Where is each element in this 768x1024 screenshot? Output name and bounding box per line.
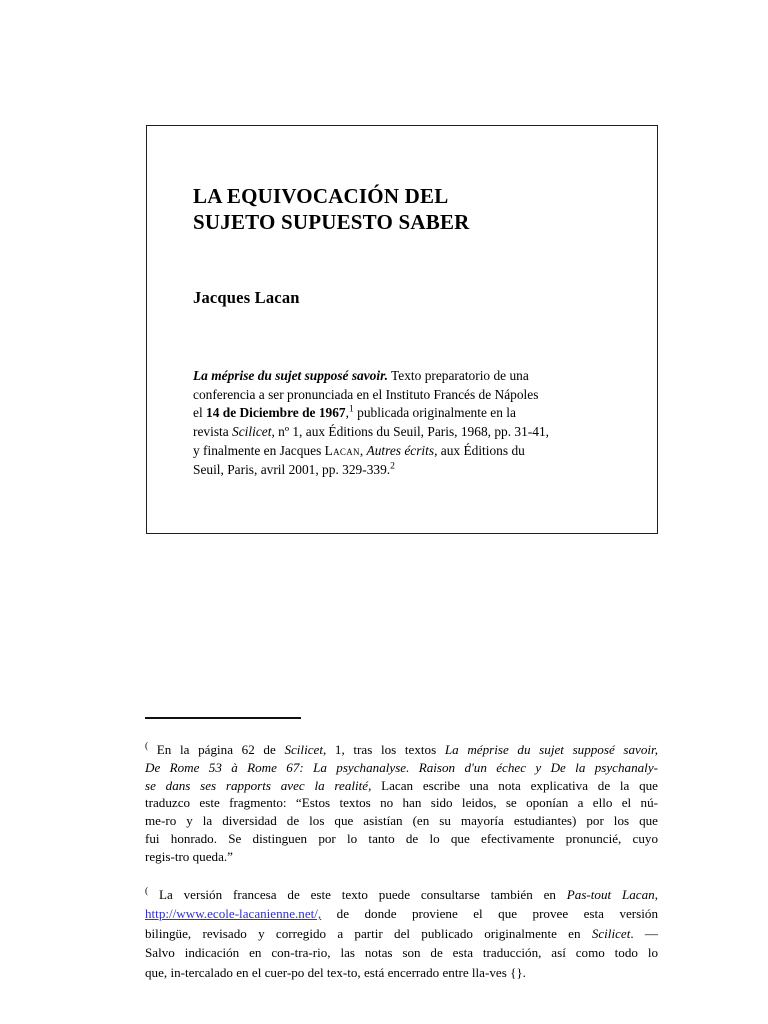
footnote-divider: [145, 717, 301, 719]
text-line: [145, 830, 658, 848]
text-segment: La versión francesa de este texto puede consultarse también en: [148, 887, 567, 902]
url-link[interactable]: http://www.ecole-lacanienne.net/,: [145, 906, 322, 922]
text-line: [193, 404, 643, 423]
text-line: [145, 794, 658, 812]
text-line: [145, 759, 658, 777]
text-line: [193, 423, 643, 442]
text-segment: Scilicet: [232, 424, 272, 440]
text-line: [145, 885, 658, 904]
title-box: [146, 125, 658, 534]
text-line: [145, 777, 658, 795]
text-segment: 14 de Diciembre de 1967: [206, 405, 346, 421]
text-segment: de donde proviene el que provee esta versión: [321, 906, 658, 922]
text-segment: , 1, tras los textos: [322, 742, 445, 757]
text-segment: ,: [654, 887, 658, 902]
text-segment: De Rome 53 à Rome 67: La psychanalyse. Raison d'un échec y De la psychanaly-: [145, 759, 658, 775]
text-segment: , aux Éditions du: [434, 442, 525, 458]
author-name: Jacques Lacan: [193, 288, 300, 307]
text-line: [193, 461, 643, 480]
text-segment: y finalmente en Jacques: [193, 442, 325, 458]
title-line-1: LA EQUIVOCACIÓN DEL: [193, 184, 449, 208]
text-segment: (: [145, 886, 149, 897]
text-segment: fui honrado. Se distinguen por lo tanto de lo que efectivamente pronuncié, cuyo: [145, 830, 658, 846]
text-segment: Pas-tout Lacan: [566, 887, 655, 902]
footnote-1: [145, 741, 658, 866]
text-segment: Texto preparatorio de una: [387, 368, 529, 383]
text-segment: Scilicet: [591, 925, 631, 941]
text-segment: La méprise du sujet supposé savoir,: [444, 742, 658, 757]
text-segment: publicada originalmente en la: [353, 405, 516, 421]
text-segment: Seuil, Paris, avril 2001, pp. 329-339.: [193, 461, 391, 477]
text-segment: Salvo indicación en con-tra-rio, las notas son de esta traducción, así como todo lo: [145, 945, 658, 961]
text-segment: conferencia a ser pronunciada en el Instituto Francés de Nápoles: [193, 386, 539, 402]
text-line: [193, 367, 643, 386]
footnote-2: [145, 885, 658, 982]
text-segment: Autres écrits: [366, 442, 435, 458]
text-segment: me-ro y la diversidad de los que asistían (en su mayoría estudiantes) por los que: [145, 813, 658, 829]
text-segment: La méprise du sujet supposé savoir.: [193, 368, 388, 383]
text-segment: En la página 62 de: [148, 742, 285, 757]
text-segment: ,: [345, 405, 349, 421]
text-line: [145, 904, 658, 923]
text-line: [145, 812, 658, 830]
text-segment: 1: [348, 403, 354, 415]
text-segment: bilingüe, revisado y corregido a partir del publicado originalmente en: [145, 925, 592, 941]
text-line: [145, 848, 658, 866]
bibliographic-note: [193, 367, 643, 479]
text-line: [145, 924, 658, 943]
text-segment: que, in-tercalado en el cuer-po del tex-to, está encerrado entre lla-ves {}.: [145, 964, 526, 980]
text-line: [193, 442, 643, 461]
text-segment: Lacan: [324, 442, 360, 458]
text-segment: se dans ses rapports avec la realité: [145, 777, 369, 793]
text-segment: , nº 1, aux Éditions du Seuil, Paris, 1968, pp. 31-41,: [271, 424, 550, 440]
text-segment: Scilicet: [284, 742, 323, 757]
text-line: [145, 943, 658, 962]
text-line: [193, 386, 643, 405]
text-segment: 2: [390, 460, 395, 472]
text-segment: ,: [359, 442, 367, 458]
text-line: [145, 741, 658, 759]
text-segment: traduzco este fragmento: “Estos textos no han sido leidos, se oponían a ello el nú-: [145, 795, 658, 811]
text-segment: , Lacan escribe una nota explicativa de la que: [368, 777, 658, 793]
document-title: [193, 183, 470, 235]
text-line: [145, 963, 658, 982]
text-segment: regis-tro queda.”: [145, 848, 233, 864]
text-segment: . —: [630, 925, 658, 941]
text-segment: revista: [193, 424, 233, 440]
title-line-2: SUJETO SUPUESTO SABER: [193, 210, 470, 234]
text-segment: (: [145, 741, 149, 752]
text-segment: el: [193, 405, 207, 421]
